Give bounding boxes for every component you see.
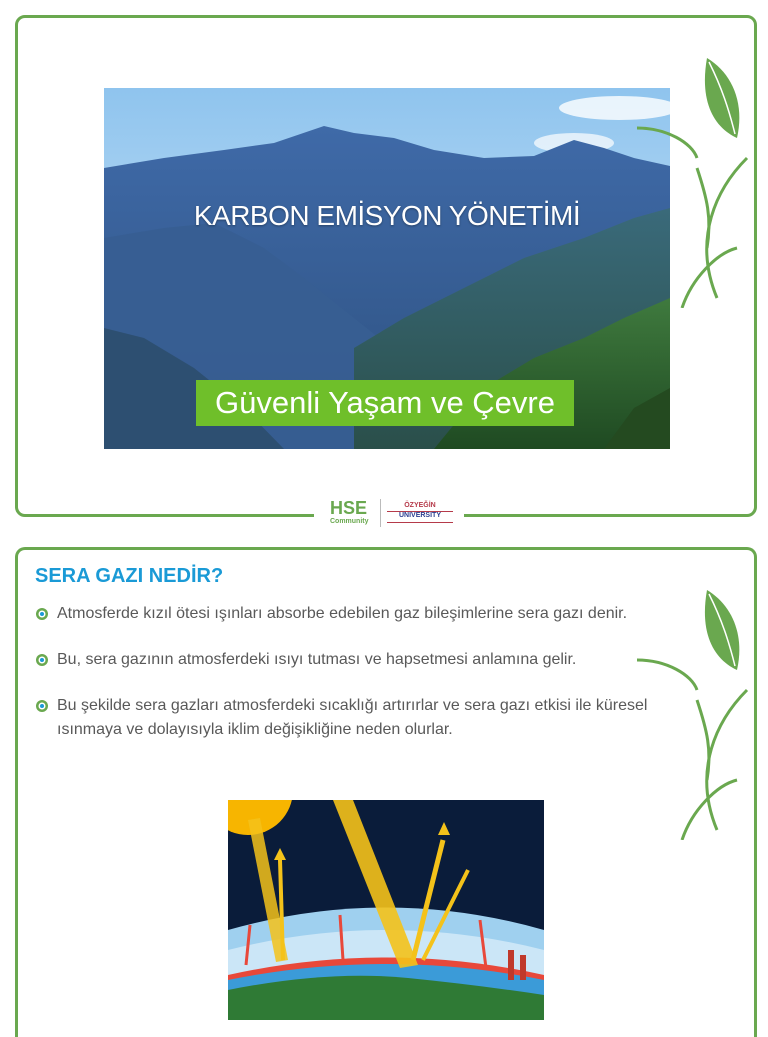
bullet-target-icon (35, 653, 49, 667)
slide-title: KARBON EMİSYON YÖNETİMİ (193, 200, 581, 231)
bullet-target-icon (35, 607, 49, 621)
leaf-decoration-icon (637, 48, 757, 308)
bullet-text: Bu, sera gazının atmosferdeki ısıyı tutması ve hapsetmesi anlamına gelir. (57, 651, 577, 668)
logo-divider (380, 499, 381, 527)
title-slide (15, 15, 757, 525)
list-item (35, 694, 655, 742)
slide-subtitle: Güvenli Yaşam ve Çevre (196, 380, 574, 426)
leaf-decoration-icon (637, 580, 757, 840)
list-item (35, 648, 655, 672)
bullet-text: Atmosferde kızıl ötesi ışınları absorbe edebilen gaz bileşimlerine sera gazı denir. (57, 605, 628, 622)
hse-logo-sub: Community (330, 518, 369, 525)
ozyegin-rule-bottom (387, 522, 453, 523)
content-slide (15, 547, 757, 1037)
greenhouse-effect-illustration (228, 800, 544, 1020)
list-item (35, 602, 655, 626)
bullet-target-icon (35, 699, 49, 713)
hse-logo: HSE (330, 498, 368, 518)
ozyegin-logo (387, 502, 453, 524)
mountain-hero-image (104, 88, 670, 449)
ozyegin-logo-line2: UNIVERSITY (398, 512, 441, 519)
footer-logos (314, 496, 464, 532)
greenhouse-diagram (228, 800, 544, 1020)
ozyegin-logo-line1: ÖZYEĞİN (404, 502, 436, 509)
bullet-list (35, 602, 655, 764)
bullet-text: Bu şekilde sera gazları atmosferdeki sıcaklığı artırırlar ve sera gazı etkisi ile küresel ısınmaya ve dolayısıyla iklim değişikliğine neden olurlar. (57, 697, 648, 738)
section-heading: SERA GAZI NEDİR? (35, 565, 224, 587)
